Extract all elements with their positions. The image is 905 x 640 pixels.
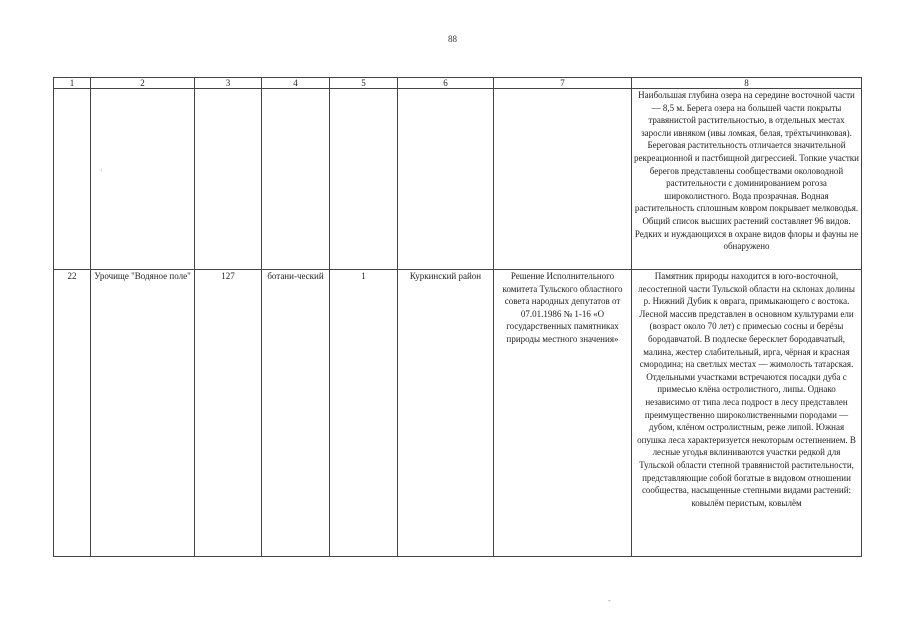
registry-table xyxy=(53,77,862,557)
column-number: 7 xyxy=(494,78,632,89)
category-cell xyxy=(330,89,398,270)
site-name-cell: Урочище "Водяное поле" xyxy=(91,270,195,557)
district-cell xyxy=(398,89,494,270)
profile-cell xyxy=(262,89,330,270)
column-number-row xyxy=(54,78,862,89)
description-cell: Наибольшая глубина озера на середине восточной части — 8,5 м. Берега озера на большей части покрыты травянистой растительностью, в отдельных местах заросли ивняком (ивы ломкая, белая, трёхтычинковая). Береговая растительность отличается значительной рекреационной и пастбищной дигрессией. Топкие участки берегов представлены сообществами околоводной растительности с доминированием рогоза широколистного. Вода прозрачная. Водная растительность сплошным ковром покрывает мелководья. Общий список высших растений составляет 96 видов. Редких и нуждающихся в охране видов флоры и фауны не обнаружено xyxy=(632,89,862,270)
scan-speck: · xyxy=(100,166,103,175)
decision-cell xyxy=(494,89,632,270)
profile-cell: ботани-ческий xyxy=(262,270,330,557)
column-number: 3 xyxy=(195,78,262,89)
table-row xyxy=(54,89,862,270)
page-number: 88 xyxy=(448,34,457,44)
row-number-cell xyxy=(54,89,91,270)
area-cell xyxy=(195,89,262,270)
column-number: 4 xyxy=(262,78,330,89)
column-number: 8 xyxy=(632,78,862,89)
district-cell: Куркинский район xyxy=(398,270,494,557)
column-number: 2 xyxy=(91,78,195,89)
column-number: 1 xyxy=(54,78,91,89)
site-name-cell xyxy=(91,89,195,270)
scan-speck: - xyxy=(608,596,611,605)
column-number: 6 xyxy=(398,78,494,89)
row-number-cell: 22 xyxy=(54,270,91,557)
area-cell: 127 xyxy=(195,270,262,557)
table-row xyxy=(54,270,862,557)
column-number: 5 xyxy=(330,78,398,89)
decision-cell: Решение Исполнительного комитета Тульского областного совета народных депутатов от 07.01.1986 № 1-16 «О государственных памятниках природы местного значения» xyxy=(494,270,632,557)
category-cell: 1 xyxy=(330,270,398,557)
description-cell: Памятник природы находится в юго-восточной, лесостепной части Тульской области на склонах долины р. Нижний Дубик к оврага, примыкающего с востока. Лесной массив представлен в основном культурами ели (возраст около 70 лет) с примесью сосны и берёзы бородавчатой. В подлеске бересклет бородавчатый, малина, жестер слабительный, ирга, чёрная и красная смородина; на светлых местах — жимолость татарская. Отдельными участками встречаются посадки дуба с примесью клёна остролистного, липы. Однако независимо от типа леса подрост в лесу представлен преимущественно широколиственными породами — дубом, клёном остролистным, реже липой. Южная опушка леса характеризуется некоторым остепнением. В лесные угодья вклиниваются участки редкой для Тульской области степной травянистой растительности, представляющие собой богатые в видовом отношении сообщества, насыщенные степными видами растений: ковылём перистым, ковылём xyxy=(632,270,862,557)
